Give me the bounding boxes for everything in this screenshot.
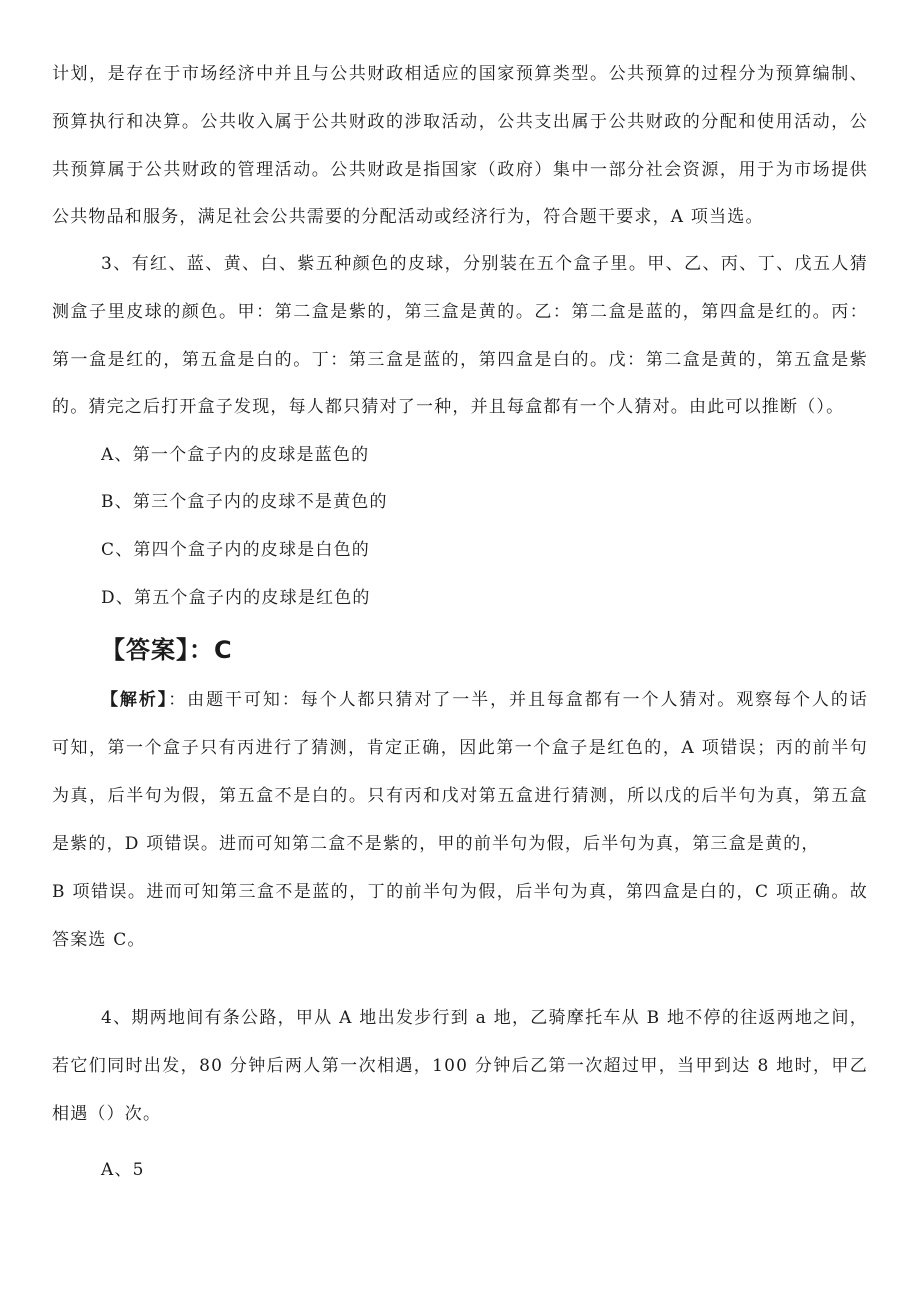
question-3-option-b: B、第三个盒子内的皮球不是黄色的 xyxy=(101,492,388,512)
question-3-option-c: C、第四个盒子内的皮球是白色的 xyxy=(101,540,371,560)
paragraph-line: 预算执行和决算。公共收入属于公共财政的涉取活动，公共支出属于公共财政的分配和使用活动，公 xyxy=(52,112,868,132)
question-3-stem: 测盒子里皮球的颜色。甲：第二盒是紫的，第三盒是黄的。乙：第二盒是蓝的，第四盒是红的。丙： xyxy=(52,302,868,322)
analysis-line: B 项错误。进而可知第三盒不是蓝的，丁的前半句为假，后半句为真，第四盒是白的，C 项正确。故 xyxy=(52,882,868,902)
analysis-line: 可知，第一个盒子只有丙进行了猜测，肯定正确，因此第一个盒子是红色的，A 项错误；丙的前半句 xyxy=(52,738,868,758)
question-3-stem: 的。猜完之后打开盒子发现，每人都只猜对了一种，并且每盒都有一个人猜对。由此可以推断（）。 xyxy=(52,397,845,417)
analysis-line: 为真，后半句为假，第五盒不是白的。只有丙和戊对第五盒进行猜测，所以戊的后半句为真，第五盒 xyxy=(52,786,868,806)
analysis-label: 【解析】 xyxy=(101,690,169,710)
question-4-option-a: A、5 xyxy=(101,1160,145,1180)
answer-heading: 【答案】：C xyxy=(101,636,233,664)
question-4-stem: 相遇（）次。 xyxy=(52,1104,162,1124)
question-4-stem: 若它们同时出发，80 分钟后两人第一次相遇，100 分钟后乙第一次超过甲，当甲到达 8 地时，甲乙 xyxy=(52,1056,868,1076)
analysis-line: 答案选 C。 xyxy=(52,930,146,950)
analysis-line xyxy=(101,688,868,712)
question-4-stem: 4、期两地间有条公路，甲从 A 地出发步行到 a 地，乙骑摩托车从 B 地不停的往返两地之间， xyxy=(101,1008,868,1028)
paragraph-line: 计划，是存在于市场经济中并且与公共财政相适应的国家预算类型。公共预算的过程分为预算编制、 xyxy=(52,64,868,84)
question-3-option-d: D、第五个盒子内的皮球是红色的 xyxy=(101,588,371,608)
paragraph-line: 共预算属于公共财政的管理活动。公共财政是指国家（政府）集中一部分社会资源，用于为市场提供 xyxy=(52,160,868,180)
question-3-option-a: A、第一个盒子内的皮球是蓝色的 xyxy=(101,445,370,465)
paragraph-line: 公共物品和服务，满足社会公共需要的分配活动或经济行为，符合题干要求，A 项当选。 xyxy=(52,207,764,227)
analysis-text: ：由题干可知：每个人都只猜对了一半，并且每盒都有一个人猜对。观察每个人的话 xyxy=(168,690,868,710)
analysis-line: 是紫的，D 项错误。进而可知第二盒不是紫的，甲的前半句为假，后半句为真，第三盒是黄的， xyxy=(52,834,820,854)
question-3-stem: 3、有红、蓝、黄、白、紫五种颜色的皮球，分别装在五个盒子里。甲、乙、丙、丁、戊五人猜 xyxy=(101,254,868,274)
question-3-stem: 第一盒是红的，第五盒是白的。丁：第三盒是蓝的，第四盒是白的。戊：第二盒是黄的，第五盒是紫 xyxy=(52,350,868,370)
